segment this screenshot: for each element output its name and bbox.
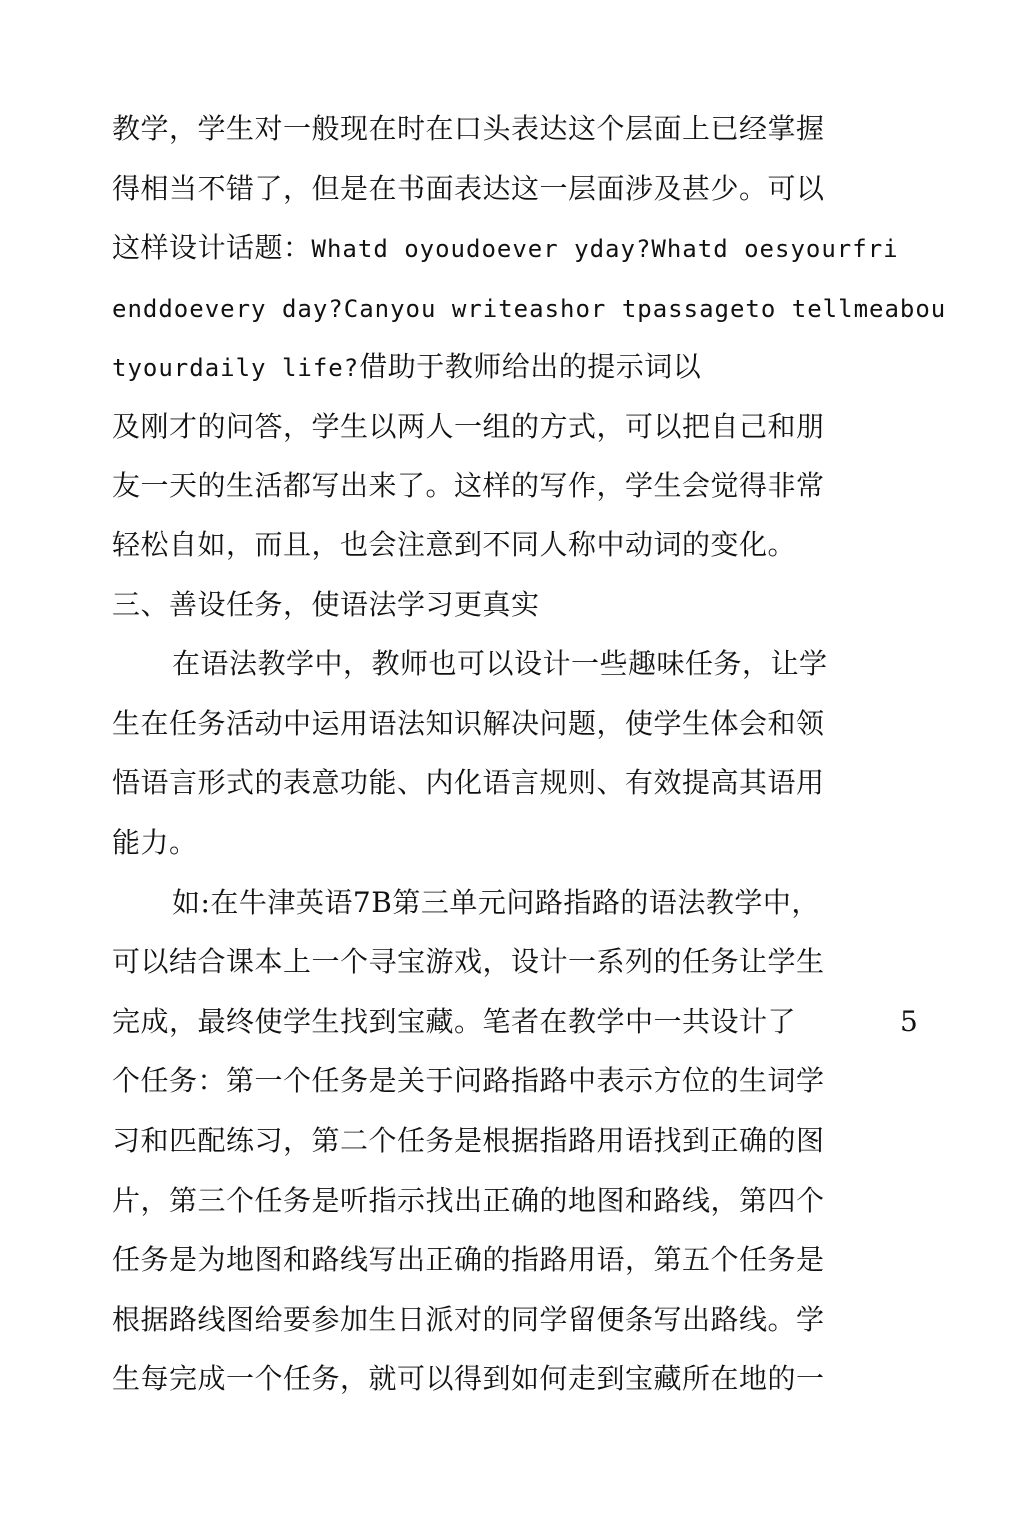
text-line-3-english: Whatd oyoudoever yday?Whatd oesyourfri	[311, 235, 899, 263]
text-line-13: 能力。	[112, 826, 198, 859]
text-line-1: 教学，学生对一般现在时在口头表达这个层面上已经掌握	[112, 112, 825, 145]
text-line-15: 可以结合课本上一个寻宝游戏，设计一系列的任务让学生	[112, 945, 825, 978]
text-line-3	[112, 231, 899, 266]
text-line-5	[112, 350, 701, 385]
text-line-22: 生每完成一个任务，就可以得到如何走到宝藏所在地的一	[112, 1362, 825, 1395]
text-line-21: 根据路线图给要参加生日派对的同学留便条写出路线。学	[112, 1303, 825, 1336]
section-heading: 三、善设任务，使语法学习更真实	[112, 588, 540, 621]
margin-number: 5	[900, 1005, 918, 1038]
text-line-6: 及刚才的问答，学生以两人一组的方式，可以把自己和朋	[112, 410, 825, 443]
text-line-4: enddoevery day?Canyou writeashor tpassageto tellmeabou	[112, 295, 947, 323]
text-line-5-suffix: 借助于教师给出的提示词以	[359, 350, 702, 383]
text-line-17: 个任务：第一个任务是关于问路指路中表示方位的生词学	[112, 1064, 825, 1097]
text-line-10: 在语法教学中，教师也可以设计一些趣味任务，让学	[172, 647, 828, 680]
text-line-16: 完成，最终使学生找到宝藏。笔者在教学中一共设计了	[112, 1005, 797, 1038]
text-line-20: 任务是为地图和路线写出正确的指路用语，第五个任务是	[112, 1243, 825, 1276]
text-line-18: 习和匹配练习，第二个任务是根据指路用语找到正确的图	[112, 1124, 825, 1157]
text-line-2: 得相当不错了，但是在书面表达这一层面涉及甚少。可以	[112, 172, 825, 205]
text-line-12: 悟语言形式的表意功能、内化语言规则、有效提高其语用	[112, 766, 825, 799]
text-line-14: 如:在牛津英语7B第三单元问路指路的语法教学中，	[172, 886, 820, 919]
text-line-7: 友一天的生活都写出来了。这样的写作，学生会觉得非常	[112, 469, 825, 502]
text-line-5-english: tyourdaily life?	[112, 354, 360, 382]
text-line-8: 轻松自如，而且，也会注意到不同人称中动词的变化。	[112, 528, 797, 561]
text-line-19: 片，第三个任务是听指示找出正确的地图和路线，第四个	[112, 1184, 825, 1217]
text-line-3-prefix: 这样设计话题：	[112, 231, 312, 264]
text-line-11: 生在任务活动中运用语法知识解决问题，使学生体会和领	[112, 707, 825, 740]
